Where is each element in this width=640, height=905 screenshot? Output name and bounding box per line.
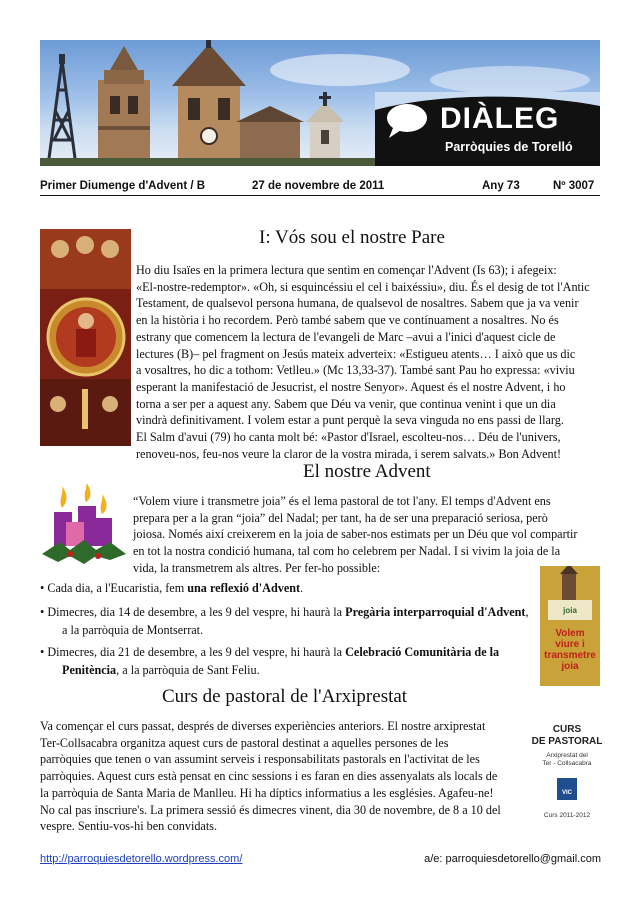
section-title-3: Curs de pastoral de l'Arxiprestat	[162, 686, 408, 707]
paragraph-line: Ter-Collsacabra organitza aquest curs de pastoral destinat a aquelles persones de les	[40, 735, 449, 750]
issue-number: Nº 3007	[553, 180, 595, 192]
paragraph-line: torna a ser per a aquest any. Sabem que Déu va venir, que continua venint i que un dia	[136, 396, 556, 411]
bullet-text: • Cada dia, a l'Eucaristia, fem	[40, 581, 188, 595]
website-link[interactable]: http://parroquiesdetorello.wordpress.com/	[40, 853, 243, 865]
paragraph-line: en la història i ho recordem. Però també sabem que ve contínuament a nosaltres. No és	[136, 313, 559, 328]
paragraph-line: vespre. Sentiu-vos-hi ben convidats.	[40, 819, 218, 834]
paragraph-line: renoveu-nos, feu-nos veure la claror de la vostra mirada, i serem salvats.» Bon Advent!	[136, 446, 562, 461]
section-body-2	[133, 493, 601, 577]
bullet-highlight: Penitència	[62, 663, 117, 677]
flyer-subtitle-1: Arxiprestat del	[546, 752, 588, 759]
bullet-text: , a la parròquia de Sant Feliu.	[116, 663, 260, 677]
paragraph-line: No cal pas inscriure's. La primera sessió és dimecres vinent, dia 30 de novembre, de 8 a 10 del	[40, 802, 501, 817]
bullet-item-2	[40, 604, 529, 621]
paragraph-line: «El-nostre-redemptor». «Oh, si esquincéssiu el cel i baixéssiu», diu. És el desig de tot l'Antic	[136, 279, 590, 294]
bullet-item-1	[40, 580, 303, 597]
flyer-year: Curs 2011-2012	[543, 812, 591, 819]
paragraph-line: la parròquia de Santa Maria de Manlleu. Hi ha díptics informatius a les esglésies. Agafeu-ne!	[40, 785, 494, 800]
paragraph-line: El Salm d'avui (79) ho canta molt bé: «Pastor d'Israel, escolteu-nos… Déu de l'univers,	[136, 430, 561, 445]
paragraph-line: a vosaltres, ho dic a tothom: Vetlleu.» (Mc 13,33-37). També sant Pau ho expressa: «viviu	[136, 363, 575, 378]
bullet-highlight: Celebració Comunitària de la	[345, 645, 500, 659]
bullet-text: • Dimecres, dia 21 de desembre, a les 9 del vespre, hi haurà la	[40, 645, 346, 659]
bullet-item-2-cont: a la parròquia de Montserrat.	[62, 623, 204, 637]
bullet-text: • Dimecres, dia 14 de desembre, a les 9 del vespre, hi haurà la	[40, 605, 346, 619]
section-title-2: El nostre Advent	[303, 461, 431, 482]
course-flyer	[530, 724, 604, 834]
paragraph-line: vida, la transmetrem als altres. Per fer-ho possible:	[133, 560, 381, 575]
christ-painting-image	[40, 229, 131, 446]
paragraph-line: lectures (B)– pel fragment on Jesús mateix adverteix: «Estigueu atents… I això que us dic	[136, 346, 576, 361]
contact-email: a/e: parroquiesdetorello@gmail.com	[424, 853, 601, 865]
bullet-text: .	[300, 581, 304, 595]
paragraph-line: esperant la manifestació de Jesucrist, el nostre Senyor». Aquest és el nostre Advent, i ho	[136, 379, 566, 394]
paragraph-line: estrany que comencem la lectura de l'evangeli de Marc –avui a l'inici d'aquest cicle de	[136, 329, 556, 344]
speech-bubble-icon	[383, 100, 435, 140]
logo-title: DIÀLEG	[440, 102, 560, 135]
flyer-subtitle-2: Ter - Collsacabra	[542, 760, 592, 767]
bullet-item-3-cont	[62, 662, 260, 679]
header-divider	[40, 195, 600, 196]
section-title-1: I: Vós sou el nostre Pare	[259, 227, 445, 248]
paragraph-line: Ho diu Isaïes en la primera lectura que sentim en començar l'Advent (Is 63); i afegeix:	[136, 263, 557, 277]
paragraph-line: prepara per a la gran “joia” del Nadal; per tant, ha de ser una preparació seriosa, però	[133, 510, 548, 525]
diocese-logo: VIC	[557, 778, 577, 800]
section-body-3	[40, 718, 521, 835]
bullet-item-3	[40, 644, 499, 661]
issue-year: Any 73	[482, 180, 520, 192]
bullet-text: ,	[525, 605, 529, 619]
liturgical-day: Primer Diumenge d'Advent / B	[40, 180, 206, 192]
logo-subtitle: Parròquies de Torelló	[445, 140, 573, 154]
paragraph-line: Va començar el curs passat, després de diverses experiències anteriors. El nostre arxiprestat	[40, 719, 486, 733]
paragraph-line: Testament, de qualsevol persona humana, de qualsevol de nosaltres. Sabem que ja va venir	[136, 296, 579, 311]
paragraph-line: vindrà definitivament. I volem estar a punt perquè la seva vinguda no ens passi de llarg.	[136, 413, 564, 428]
pastoral-poster-image	[540, 566, 600, 686]
flyer-title-2: DE PASTORAL	[531, 736, 603, 747]
poster-slogan: Volem viure i transmetre joia	[544, 628, 596, 672]
advent-candles-image	[40, 484, 128, 570]
poster-tag: joia	[563, 606, 577, 615]
paragraph-line: parròquies que tenen o van assumint serveis i responsabilitats pastorals en l'activitat de les	[40, 752, 480, 767]
issue-date: 27 de novembre de 2011	[252, 180, 385, 192]
paragraph-line: “Volem viure i transmetre joia” és el lema pastoral de tot l'any. El temps d'Advent ens	[133, 494, 551, 508]
bullet-highlight: Pregària interparroquial d'Advent	[345, 605, 526, 619]
paragraph-line: parròquies. Aquest curs està pensat en cinc sessions i es faran en dies assenyalats als locals de	[40, 769, 498, 784]
header-banner	[40, 40, 600, 166]
section-body-1	[136, 262, 601, 462]
flyer-title-1: CURS	[552, 724, 582, 735]
paragraph-line: joiosa. Només així creixerem en la joia de saber-nos estimats per un Déu que vol compartir	[133, 527, 578, 542]
bullet-highlight: una reflexió d'Advent	[187, 581, 301, 595]
issue-header	[40, 178, 600, 196]
paragraph-line: en tot la nostra condició humana, tal com ho celebrem per Nadal. I si vivim la joia de la	[133, 544, 561, 559]
